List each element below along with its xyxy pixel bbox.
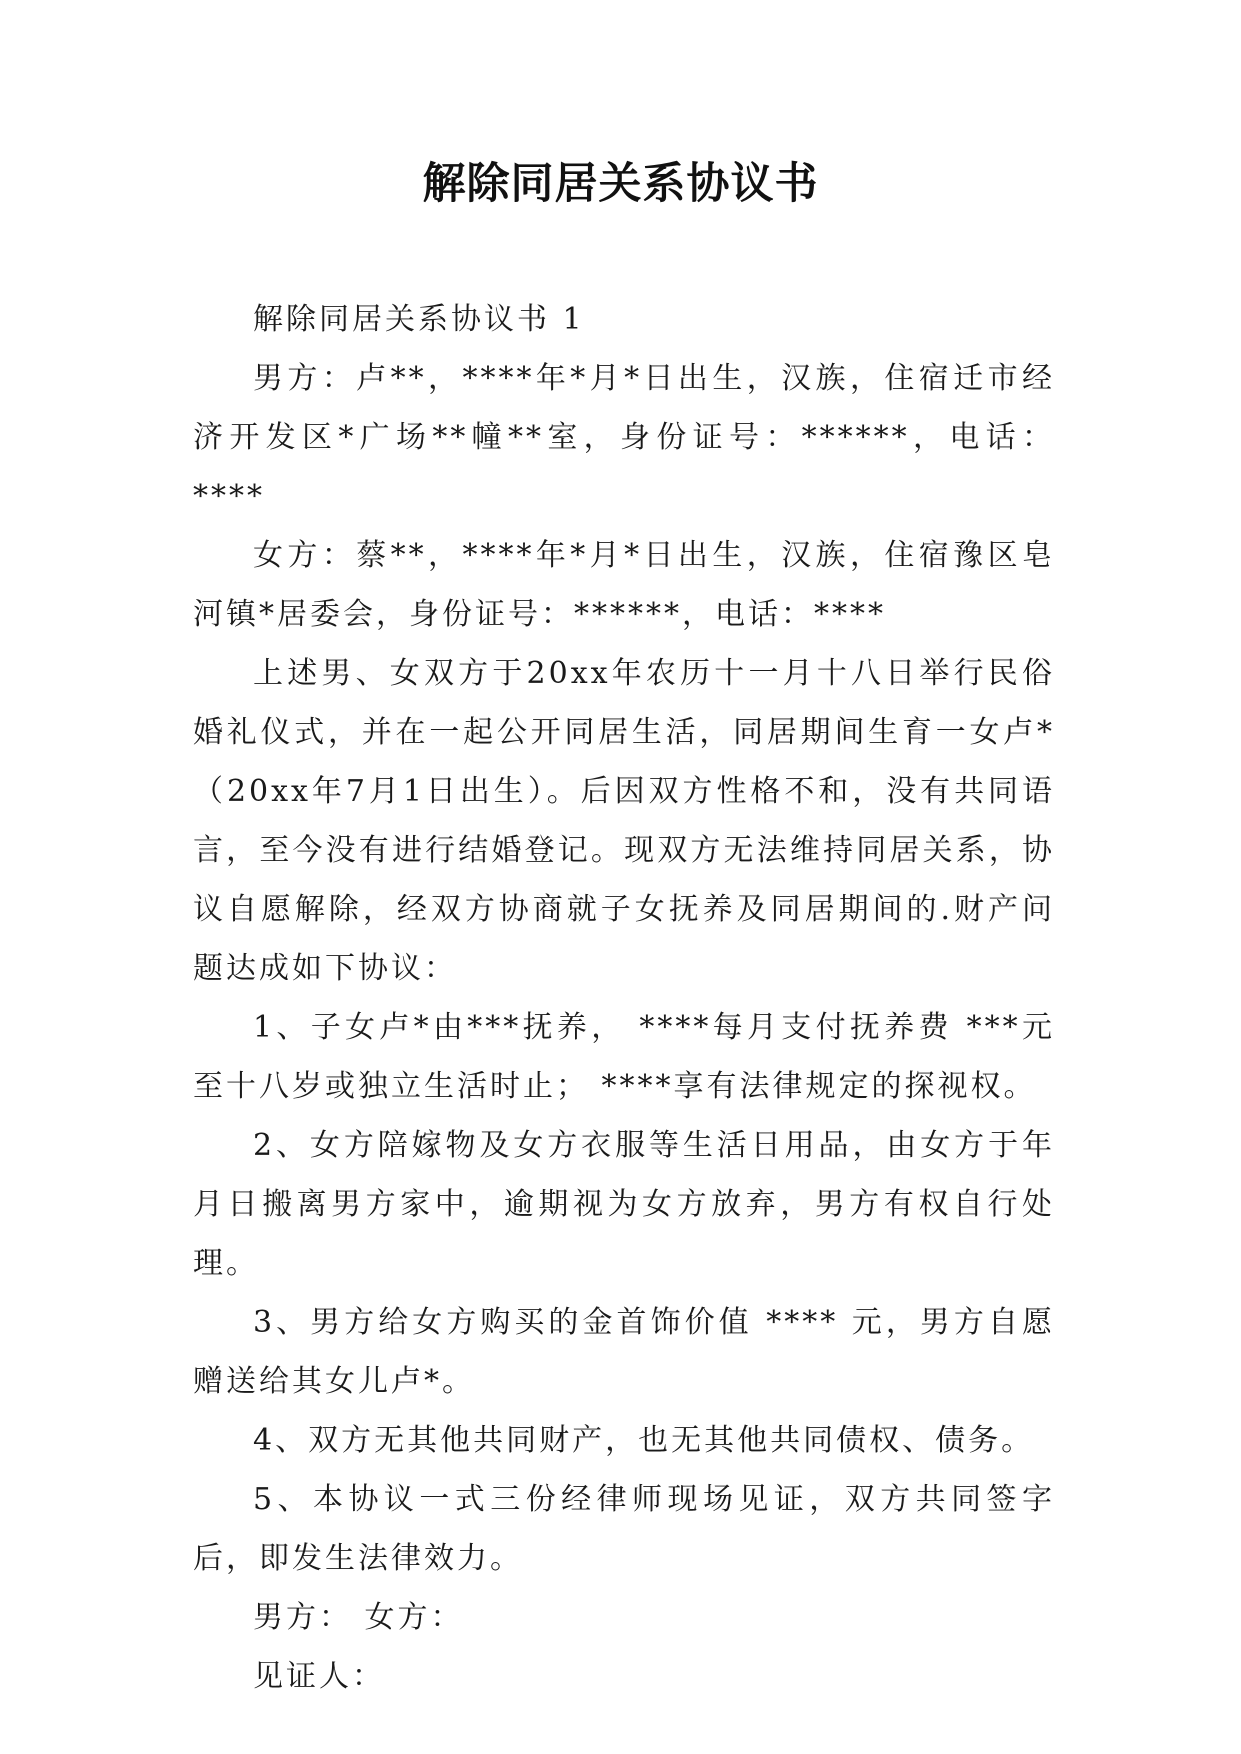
clause-4: 4、双方无其他共同财产，也无其他共同债权、债务。 — [253, 1423, 1035, 1458]
clause-5: 5、本协议一式三份经律师现场见证，双方共同签字后，即发生法律效力。 — [193, 1482, 1055, 1576]
clause-2: 2、女方陪嫁物及女方衣服等生活日用品，由女方于年月日搬离男方家中，逾期视为女方放弃，男方有权自行处理。 — [193, 1128, 1055, 1281]
document-body — [193, 290, 1055, 1706]
clause-3: 3、男方给女方购买的金首饰价值 **** 元，男方自愿赠送给其女儿卢*。 — [193, 1305, 1055, 1399]
male-party-paragraph: 男方：卢**，****年*月*日出生，汉族，住宿迁市经济开发区*广场**幢**室，身份证号：******，电话：**** — [193, 361, 1055, 514]
section-heading: 解除同居关系协议书 1 — [253, 302, 585, 337]
clause-1: 1、子女卢*由***抚养， ****每月支付抚养费 ***元至十八岁或独立生活时止； ****享有法律规定的探视权。 — [193, 1010, 1055, 1104]
document-title: 解除同居关系协议书 — [422, 159, 819, 209]
witness-line: 见证人： — [253, 1659, 385, 1694]
female-party-paragraph: 女方：蔡**，****年*月*日出生，汉族，住宿豫区皂河镇*居委会，身份证号：******，电话：**** — [193, 538, 1055, 632]
signature-line: 男方： 女方： — [253, 1600, 464, 1635]
background-paragraph: 上述男、女双方于20xx年农历十一月十八日举行民俗婚礼仪式，并在一起公开同居生活，同居期间生育一女卢*（20xx年7月1日出生）。后因双方性格不和，没有共同语言，至今没有进行结婚登记。现双方无法维持同居关系，协议自愿解除，经双方协商就子女抚养及同居期间的.财产问题达成如下协议： — [193, 656, 1055, 986]
